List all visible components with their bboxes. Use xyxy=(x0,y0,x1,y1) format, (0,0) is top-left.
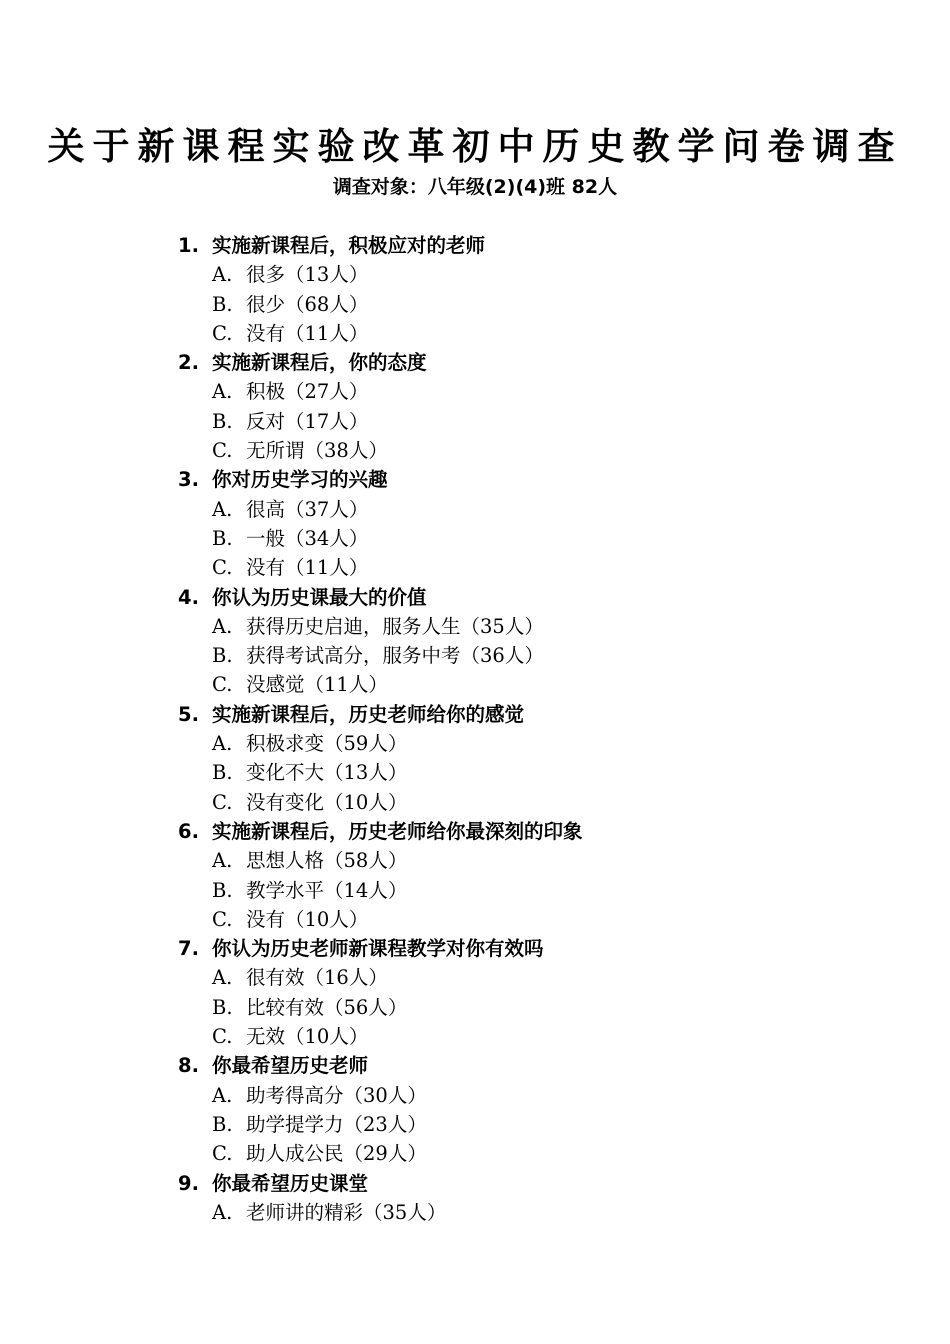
option-letter: A. xyxy=(212,263,233,287)
question-title xyxy=(178,700,583,729)
option-item xyxy=(212,407,583,436)
option-text: 助人成公民（29人） xyxy=(246,1142,427,1166)
question-label: 你最希望历史老师 xyxy=(212,1054,369,1078)
option-text: 积极求变（59人） xyxy=(246,732,408,756)
question-title xyxy=(178,1051,583,1080)
option-item xyxy=(212,319,583,348)
option-list xyxy=(178,612,583,700)
option-item xyxy=(212,1198,583,1227)
question-number: 5. xyxy=(178,702,199,726)
option-letter: A. xyxy=(212,849,233,873)
option-item xyxy=(212,641,583,670)
option-item xyxy=(212,670,583,699)
option-list xyxy=(178,846,583,934)
question-number: 9. xyxy=(178,1171,199,1195)
question-5 xyxy=(178,700,583,817)
question-title xyxy=(178,817,583,846)
option-letter: B. xyxy=(212,761,233,785)
question-7 xyxy=(178,934,583,1051)
option-item xyxy=(212,905,583,934)
option-text: 很有效（16人） xyxy=(246,966,388,990)
option-text: 老师讲的精彩（35人） xyxy=(246,1200,447,1224)
option-letter: A. xyxy=(212,966,233,990)
option-item xyxy=(212,1081,583,1110)
question-title xyxy=(178,348,583,377)
question-1 xyxy=(178,231,583,348)
option-item xyxy=(212,993,583,1022)
option-item xyxy=(212,846,583,875)
option-letter: C. xyxy=(212,1025,233,1049)
question-title xyxy=(178,231,583,260)
option-item xyxy=(212,1110,583,1139)
option-item xyxy=(212,612,583,641)
option-text: 没有（11人） xyxy=(246,321,369,345)
option-letter: B. xyxy=(212,644,233,668)
option-item xyxy=(212,758,583,787)
option-letter: A. xyxy=(212,732,233,756)
option-text: 很高（37人） xyxy=(246,497,369,521)
question-6 xyxy=(178,817,583,934)
option-letter: B. xyxy=(212,878,233,902)
question-label: 实施新课程后，你的态度 xyxy=(212,351,427,375)
survey-subject: 调查对象：八年级(2)(4)班 82人 xyxy=(332,176,618,198)
option-item xyxy=(212,1022,583,1051)
option-letter: C. xyxy=(212,673,233,697)
question-number: 7. xyxy=(178,937,199,961)
option-list xyxy=(178,729,583,817)
option-text: 没有（10人） xyxy=(246,907,369,931)
question-number: 8. xyxy=(178,1054,199,1078)
option-letter: B. xyxy=(212,292,233,316)
question-3 xyxy=(178,465,583,582)
question-4 xyxy=(178,583,583,700)
option-text: 积极（27人） xyxy=(246,380,369,404)
question-title xyxy=(178,1169,583,1198)
option-letter: B. xyxy=(212,1112,233,1136)
option-item xyxy=(212,377,583,406)
option-letter: A. xyxy=(212,1083,233,1107)
question-label: 你认为历史课最大的价值 xyxy=(212,585,427,609)
option-letter: C. xyxy=(212,907,233,931)
question-title xyxy=(178,583,583,612)
option-text: 没感觉（11人） xyxy=(246,673,388,697)
option-item xyxy=(212,495,583,524)
option-item xyxy=(212,260,583,289)
option-text: 助学提学力（23人） xyxy=(246,1112,427,1136)
question-label: 实施新课程后，历史老师给你的感觉 xyxy=(212,702,525,726)
option-letter: A. xyxy=(212,614,233,638)
option-text: 教学水平（14人） xyxy=(246,878,408,902)
page-title: 关于新课程实验改革初中历史教学问卷调查 xyxy=(47,125,903,168)
option-list xyxy=(178,377,583,465)
option-item xyxy=(212,436,583,465)
question-number: 6. xyxy=(178,819,199,843)
option-item xyxy=(212,788,583,817)
option-letter: C. xyxy=(212,556,233,580)
option-item xyxy=(212,729,583,758)
option-letter: C. xyxy=(212,1142,233,1166)
question-9 xyxy=(178,1169,583,1228)
option-text: 没有变化（10人） xyxy=(246,790,408,814)
option-text: 没有（11人） xyxy=(246,556,369,580)
option-letter: C. xyxy=(212,321,233,345)
question-label: 你对历史学习的兴趣 xyxy=(212,468,388,492)
question-label: 你认为历史老师新课程教学对你有效吗 xyxy=(212,937,544,961)
option-text: 思想人格（58人） xyxy=(246,849,408,873)
option-letter: A. xyxy=(212,1200,233,1224)
option-letter: C. xyxy=(212,439,233,463)
option-list xyxy=(178,260,583,348)
option-item xyxy=(212,1139,583,1168)
option-list xyxy=(178,1198,583,1227)
option-text: 助考得高分（30人） xyxy=(246,1083,427,1107)
option-text: 获得历史启迪，服务人生（35人） xyxy=(246,614,544,638)
option-item xyxy=(212,524,583,553)
option-item xyxy=(212,876,583,905)
option-text: 获得考试高分，服务中考（36人） xyxy=(246,644,544,668)
question-number: 2. xyxy=(178,351,199,375)
option-item xyxy=(212,963,583,992)
option-list xyxy=(178,1081,583,1169)
option-letter: A. xyxy=(212,497,233,521)
option-text: 变化不大（13人） xyxy=(246,761,408,785)
option-text: 很少（68人） xyxy=(246,292,369,316)
option-letter: B. xyxy=(212,995,233,1019)
question-number: 3. xyxy=(178,468,199,492)
option-item xyxy=(212,290,583,319)
option-text: 很多（13人） xyxy=(246,263,369,287)
question-list xyxy=(178,231,583,1227)
question-number: 1. xyxy=(178,234,199,257)
option-letter: B. xyxy=(212,526,233,550)
question-number: 4. xyxy=(178,585,199,609)
option-text: 无效（10人） xyxy=(246,1025,369,1049)
option-letter: B. xyxy=(212,409,233,433)
option-list xyxy=(178,495,583,583)
option-list xyxy=(178,963,583,1051)
option-item xyxy=(212,553,583,582)
question-label: 实施新课程后，积极应对的老师 xyxy=(212,234,486,257)
question-2 xyxy=(178,348,583,465)
question-8 xyxy=(178,1051,583,1168)
option-text: 无所谓（38人） xyxy=(246,439,388,463)
option-letter: C. xyxy=(212,790,233,814)
option-letter: A. xyxy=(212,380,233,404)
question-title xyxy=(178,934,583,963)
option-text: 一般（34人） xyxy=(246,526,369,550)
option-text: 反对（17人） xyxy=(246,409,369,433)
question-label: 你最希望历史课堂 xyxy=(212,1171,369,1195)
question-title xyxy=(178,465,583,494)
option-text: 比较有效（56人） xyxy=(246,995,408,1019)
question-label: 实施新课程后，历史老师给你最深刻的印象 xyxy=(212,819,583,843)
